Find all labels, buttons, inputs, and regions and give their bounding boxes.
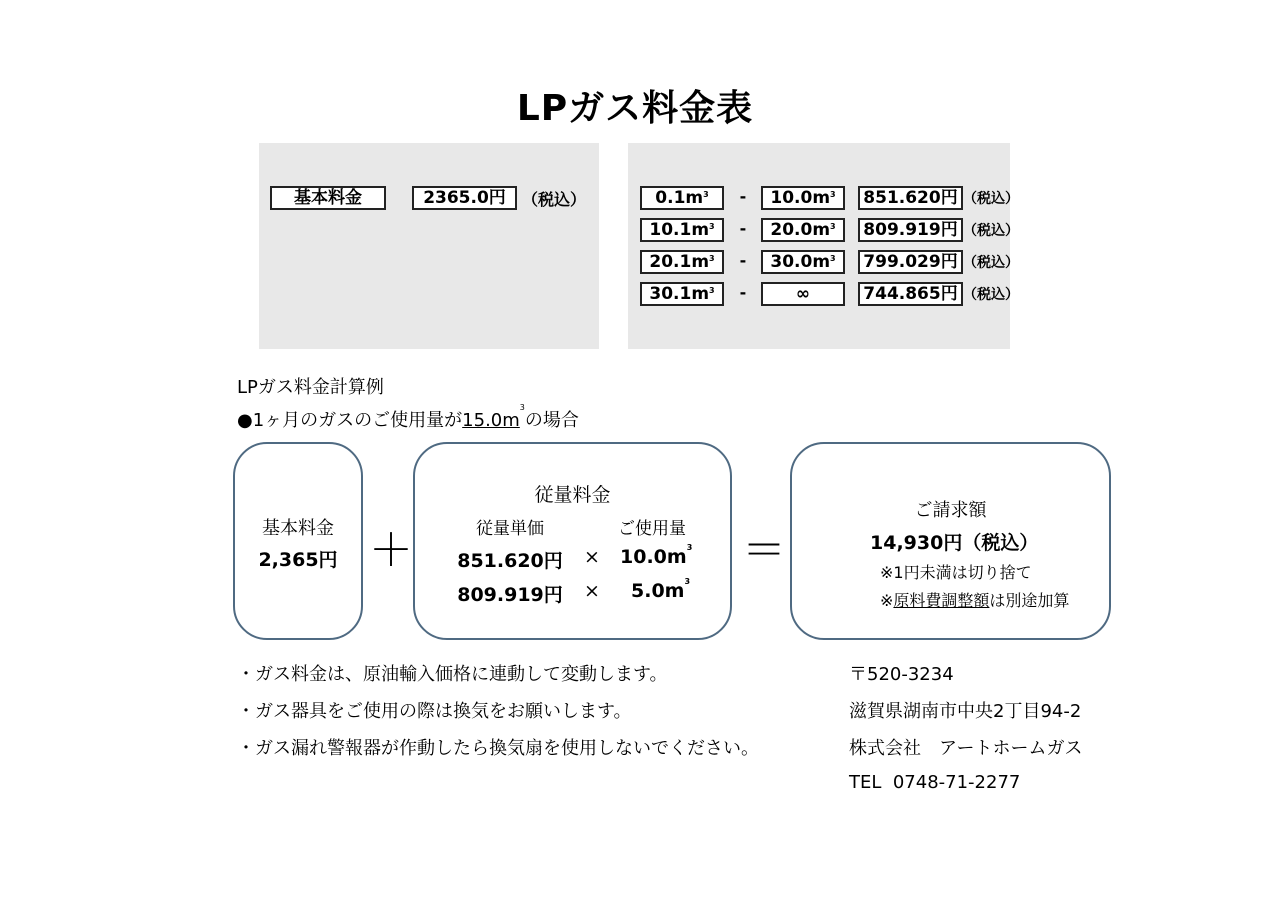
usage-fee-title: 従量料金 — [534, 484, 611, 506]
tier-from: $20.1m^3$ — [640, 250, 724, 274]
times-sign: × — [584, 580, 600, 602]
range-dash: - — [739, 283, 747, 302]
tier-tax: （税込） — [963, 223, 1019, 239]
basic-fee-label: 基本料金 — [262, 518, 334, 539]
bill-label: ご請求額 — [914, 500, 987, 521]
row-price: 809.919円 — [457, 584, 563, 606]
usage-fee-box — [413, 442, 732, 640]
tier-to: $10.0m^3$ — [761, 186, 845, 210]
tier-to: $30.0m^3$ — [761, 250, 845, 274]
row-price: 851.620円 — [457, 550, 563, 572]
tier-price: 851.620円 — [858, 186, 963, 210]
times-sign: × — [584, 546, 600, 568]
rounding-note: ※1円未満は切り捨て — [880, 563, 1032, 582]
basic-fee-value: 2,365円 — [258, 549, 338, 571]
tier-to: ∞ — [761, 282, 845, 306]
range-dash: - — [739, 187, 747, 206]
tier-price: 744.865円 — [858, 282, 963, 306]
bill-value: 14,930円（税込） — [870, 532, 1039, 554]
tier-tax: （税込） — [963, 287, 1019, 303]
company-address: 滋賀県湖南市中央2丁目94-2 — [849, 701, 1082, 722]
note-item: ・ガス漏れ警報器が作動したら換気扇を使用しないでください。 — [237, 738, 759, 759]
plus-sign: ＋ — [369, 525, 413, 576]
row-amount: $10.0m^3$ — [620, 543, 693, 568]
company-postal: 〒520-3234 — [849, 664, 954, 685]
tier-tax: （税込） — [963, 191, 1019, 207]
usage-label: ご使用量 — [618, 519, 686, 539]
tier-to: $20.0m^3$ — [761, 218, 845, 242]
base-fee-label: 基本料金 — [270, 186, 386, 210]
basic-fee-box — [233, 442, 363, 640]
range-dash: - — [739, 219, 747, 238]
fuel-adjustment-note: ※原料費調整額は別途加算 — [880, 591, 1070, 610]
base-fee-tax: （税込） — [522, 190, 587, 209]
row-amount: $5.0m^3$ — [631, 577, 691, 602]
tier-from: $30.1m^3$ — [640, 282, 724, 306]
tier-from: $0.1m^3$ — [640, 186, 724, 210]
tier-price: 799.029円 — [858, 250, 963, 274]
company-tel: TEL 0748-71-2277 — [849, 772, 1021, 793]
tier-tax: （税込） — [963, 255, 1019, 271]
unit-price-panel — [628, 143, 1010, 349]
tier-from: $10.1m^3$ — [640, 218, 724, 242]
tier-price: 809.919円 — [858, 218, 963, 242]
equals-sign: ＝ — [742, 525, 786, 576]
unit-price-label: 従量単価 — [476, 519, 544, 539]
bill-box — [790, 442, 1111, 640]
note-item: ・ガス料金は、原油輸入価格に連動して変動します。 — [237, 664, 668, 685]
example-heading: LPガス料金計算例 — [237, 377, 384, 398]
page-title: LPガス料金表 — [516, 88, 754, 129]
base-fee-value: 2365.0円 — [412, 186, 517, 210]
base-fee-panel — [259, 143, 599, 349]
example-condition: ●1ヶ月のガスのご使用量が$15.0m^3$の場合 — [237, 403, 579, 431]
company-name: 株式会社 アートホームガス — [849, 738, 1083, 759]
note-item: ・ガス器具をご使用の際は換気をお願いします。 — [237, 701, 632, 722]
range-dash: - — [739, 251, 747, 270]
